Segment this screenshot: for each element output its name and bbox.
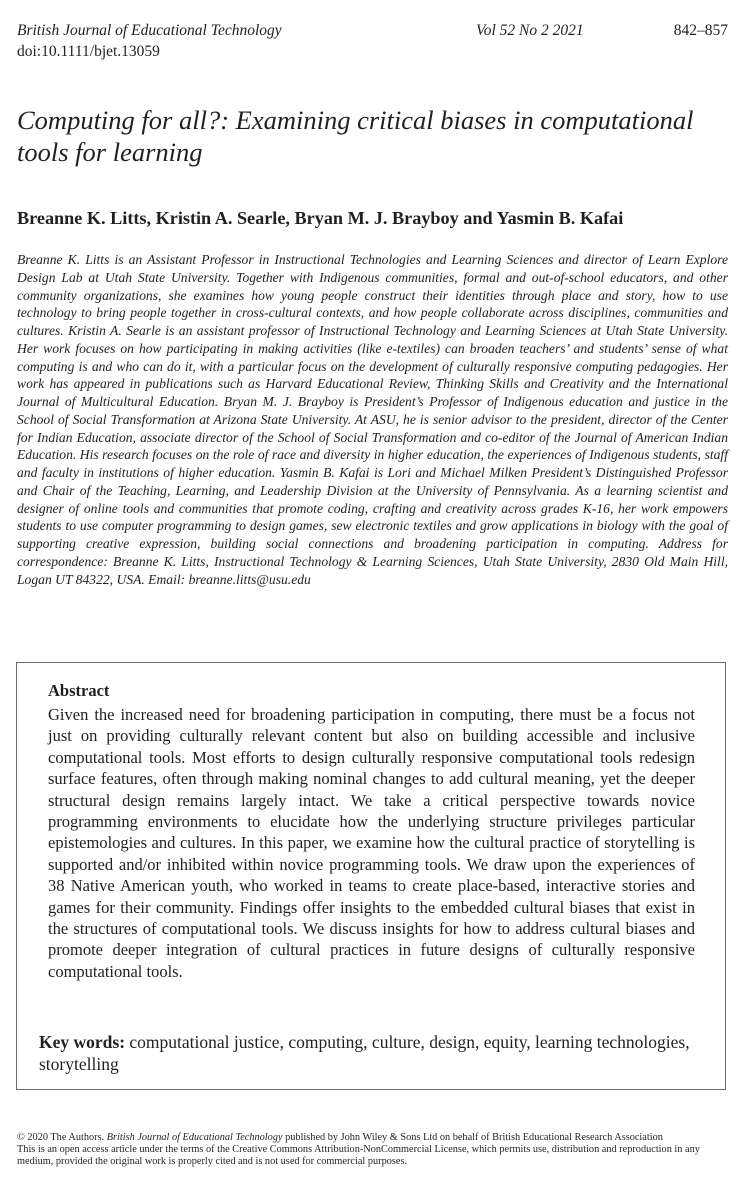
volume-issue: Vol 52 No 2 2021 — [476, 22, 584, 39]
abstract-heading: Abstract — [48, 681, 110, 700]
doi[interactable]: doi:10.1111/bjet.13059 — [17, 43, 160, 60]
license-text: This is an open access article under the terms of the Creative Commons Attribution-NonCommercial License, which permits use, distribution and reproduction in any medium, provided the original work is properly cited and is not used for commercial purposes. — [17, 1144, 700, 1168]
footer — [17, 1132, 728, 1169]
running-header — [17, 22, 728, 62]
copyright-journal: British Journal of Educational Technology — [106, 1132, 283, 1143]
author-bios: Breanne K. Litts is an Assistant Professor in Instructional Technologies and Learning Sciences and director of Learn Explore Design Lab at Utah State University. Together with Indigenous communities, formal and out-of-school educators, and other community organizations, she examines how young people construct their identities through place and story, how to use technology to bring people together in cross-cultural contexts, and how people collaborate across disciplines, communities and cultures. Kristin A. Searle is an assistant professor of Instructional Technology and Learning Sciences at Utah State University. Her work focuses on how participating in making activities (like e-textiles) can broaden teachers’ and students’ sense of what computing is and who can do it, with a particular focus on the development of culturally responsive computing pedagogies. Her work has appeared in publications such as Harvard Educational Review, Thinking Skills and Creativity and the International Journal of Multicultural Education. Bryan M. J. Brayboy is President’s Professor of Indigenous education and justice in the School of Social Transformation at Arizona State University. At ASU, he is senior advisor to the president, director of the Center for Indian Education, associate director of the School of Social Transformation and co-editor of the Journal of American Indian Education. His research focuses on the role of race and diversity in higher education, the experiences of Indigenous students, staff and faculty in institutions of higher education. Yasmin B. Kafai is Lori and Michael Milken President’s Distinguished Professor and Chair of the Teaching, Learning, and Leadership Division at the University of Pennsylvania. As a learning scientist and designer of online tools and communities that promote coding, crafting and creativity across grades K-16, her work empowers students to use computer programming to design games, sew electronic textiles and grow applications in biology with the goal of supporting creative expression, building social connections and broadening participation in computing. Address for correspondence: Breanne K. Litts, Instructional Technology & Learning Sciences, Utah State University, 2830 Old Main Hill, Logan UT 84322, USA. Email: breanne.litts@usu.edu — [17, 252, 728, 587]
keywords-list: computational justice, computing, culture, design, equity, learning technologies, storytelling — [39, 1032, 690, 1074]
abstract-box — [16, 662, 726, 1090]
keywords — [39, 1032, 707, 1075]
author-list: Breanne K. Litts, Kristin A. Searle, Bryan M. J. Brayboy and Yasmin B. Kafai — [17, 208, 624, 228]
copyright-line — [17, 1132, 728, 1144]
article-title: Computing for all?: Examining critical biases in computational tools for learning — [17, 105, 694, 167]
page-range: 842–857 — [673, 22, 728, 39]
copyright-prefix: © 2020 The Authors. — [17, 1132, 105, 1143]
keywords-label: Key words: — [39, 1032, 126, 1052]
abstract-text: Given the increased need for broadening participation in computing, there must be a focus not just on providing culturally relevant content but also on building accessible and inclusive computational tools. Most efforts to design culturally responsive computational tools redesign surface features, often through making nominal changes to add cultural meaning, yet the deeper structural design remains largely intact. We take a critical perspective towards novice programming environments to elucidate how the underlying structure privileges particular epistemologies and cultures. In this paper, we examine how the cultural practice of storytelling is supported and/or inhibited within novice programming tools. We draw upon the experiences of 38 Native American youth, who worked in teams to create place-based, interactive stories and games for their community. Findings offer insights to the embedded cultural biases that exist in the structures of computational tools. We discuss insights for how to address cultural biases and promote deeper integration of cultural practices in future designs of culturally responsive computational tools. — [48, 705, 695, 981]
copyright-suffix: published by John Wiley & Sons Ltd on behalf of British Educational Research Association — [285, 1132, 663, 1143]
journal-name: British Journal of Educational Technology — [17, 22, 282, 39]
